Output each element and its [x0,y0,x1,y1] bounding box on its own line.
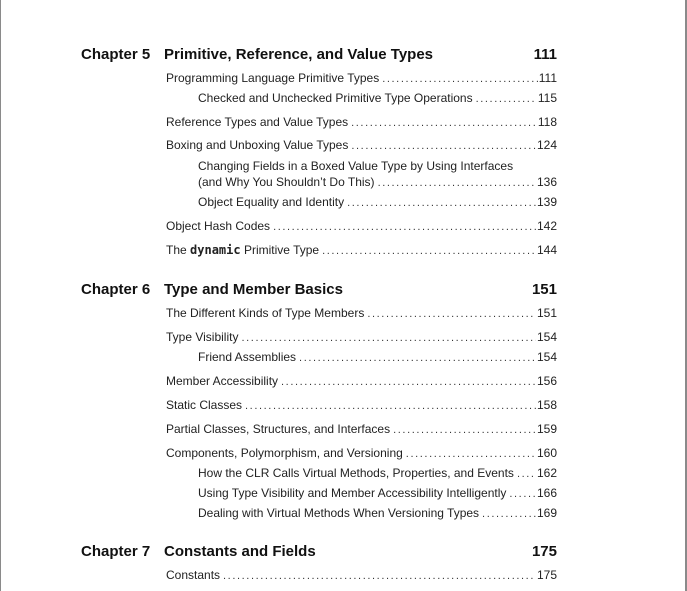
chapter-label: Chapter 5 [81,46,151,63]
toc-entry[interactable] [166,306,557,324]
entry-title: How the CLR Calls Virtual Methods, Properties, and Events [198,466,514,480]
entry-page: 160 [536,446,557,460]
toc-subentry[interactable] [198,91,557,109]
entry-title: Member Accessibility [166,374,279,388]
entry-title [166,243,319,257]
toc-entry[interactable] [166,219,557,237]
entry-title: Boxing and Unboxing Value Types [166,138,349,152]
entry-page: 175 [536,568,557,582]
entry-page: 162 [536,466,557,480]
toc-subentry[interactable] [198,486,557,504]
leader-dots [281,376,536,388]
entry-title: Type Visibility [166,330,239,344]
entry-page: 115 [537,91,557,105]
entry-page: 111 [538,71,557,85]
entry-title: Constants [166,568,221,582]
toc-subentry[interactable] [198,506,557,524]
chapter-label: Chapter 7 [81,543,151,560]
toc-entry[interactable] [166,243,557,261]
toc-entry[interactable] [166,138,557,156]
toc-entry[interactable] [166,330,557,348]
toc-entry[interactable] [166,398,557,416]
entry-title: Partial Classes, Structures, and Interfaces [166,422,391,436]
entry-title: Object Hash Codes [166,219,271,233]
entry-page: 139 [536,195,557,209]
entry-page: 156 [536,374,557,388]
toc-entry[interactable] [166,446,557,464]
entry-title: Friend Assemblies [198,350,297,364]
entry-title: Programming Language Primitive Types [166,71,380,85]
chapter-7-heading[interactable] [81,543,557,565]
toc-subentry[interactable] [198,195,557,213]
leader-dots [351,140,536,152]
entry-page: 136 [536,175,557,189]
entry-title: Dealing with Virtual Methods When Versioning Types [198,506,480,520]
toc-entry[interactable] [166,568,557,586]
entry-title: Reference Types and Value Types [166,115,349,129]
leader-dots [406,448,536,460]
leader-dots [517,468,536,480]
entry-page: 151 [536,306,557,320]
entry-page: 142 [536,219,557,233]
entry-title: Object Equality and Identity [198,195,345,209]
leader-dots [223,570,536,582]
entry-page: 158 [536,398,557,412]
page-edge-left [0,0,1,591]
chapter-title: Type and Member Basics [164,281,343,298]
leader-dots [393,424,536,436]
entry-title-suffix: Primitive Type [243,243,320,257]
entry-title: (and Why You Shouldn’t Do This) [198,175,375,189]
leader-dots [245,400,536,412]
entry-page: 144 [536,243,557,257]
entry-page: 154 [536,350,557,364]
leader-dots [367,308,536,320]
chapter-6-heading[interactable] [81,281,557,303]
entry-page: 124 [536,138,557,152]
chapter-page: 175 [531,543,557,560]
leader-dots [299,352,536,364]
leader-dots [273,221,536,233]
leader-dots [378,177,536,189]
toc-entry[interactable] [166,374,557,392]
chapter-label: Chapter 6 [81,281,151,298]
toc-subentry[interactable] [198,175,557,193]
leader-dots [482,508,536,520]
entry-title: Checked and Unchecked Primitive Type Operations [198,91,473,105]
chapter-page: 111 [533,46,557,63]
leader-dots [382,73,538,85]
toc-subentry-line1[interactable]: Changing Fields in a Boxed Value Type by Using Interfaces [198,159,514,173]
leader-dots [351,117,537,129]
entry-title: Using Type Visibility and Member Accessibility Intelligently [198,486,507,500]
entry-page: 118 [537,115,557,129]
entry-page: 154 [536,330,557,344]
dynamic-keyword: dynamic [190,243,241,257]
entry-page: 166 [536,486,557,500]
leader-dots [347,197,536,209]
toc-entry[interactable] [166,115,557,133]
entry-page: 159 [536,422,557,436]
leader-dots [241,332,535,344]
toc-subentry[interactable] [198,350,557,368]
leader-dots [322,245,536,257]
entry-title: The Different Kinds of Type Members [166,306,365,320]
chapter-5-heading[interactable] [81,46,557,68]
chapter-title: Primitive, Reference, and Value Types [164,46,434,63]
entry-title-prefix: The [166,243,187,257]
leader-dots [509,488,536,500]
chapter-page: 151 [531,281,557,298]
entry-page: 169 [536,506,557,520]
entry-title: Components, Polymorphism, and Versioning [166,446,403,460]
toc-entry[interactable] [166,71,557,89]
chapter-title: Constants and Fields [164,543,316,560]
leader-dots [476,93,537,105]
entry-title: Static Classes [166,398,243,412]
toc-entry[interactable] [166,422,557,440]
toc-subentry[interactable] [198,466,557,484]
